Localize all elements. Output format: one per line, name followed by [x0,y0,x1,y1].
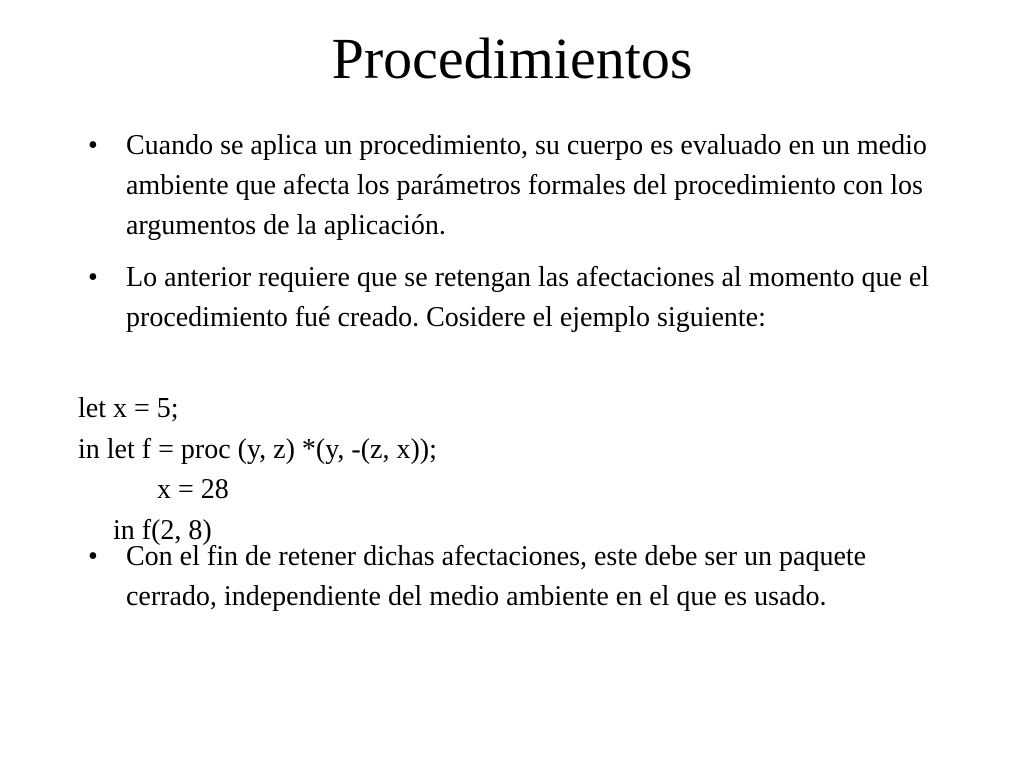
bullet-item-1 [88,126,948,256]
bullet-item-3 [88,537,948,667]
bullet-text-2: Lo anterior requiere que se retengan las afectaciones al momento que el procedimiento fué creado. Cosidere el ejemplo siguiente: [126,262,930,333]
bullet-text-3: Con el fin de retener dichas afectaciones, este debe ser un paquete cerrado, independiente del medio ambiente en el que es usado. [126,541,867,612]
bullet-text-1: Cuando se aplica un procedimiento, su cuerpo es evaluado en un medio ambiente que afecta los parámetros formales del procedimiento con los argumentos de la aplicación. [126,130,927,241]
code-line-3: x = 28 [157,474,229,505]
bullet-icon: • [88,130,98,161]
bullet-icon: • [88,541,98,572]
code-line-4: in f(2, 8) [113,515,212,546]
code-line-2: in let f = proc (y, z) *(y, -(z, x)); [78,434,437,465]
bullet-item-2 [88,258,948,388]
bullet-icon: • [88,262,98,293]
code-line-1: let x = 5; [78,393,179,424]
slide-title: Procedimientos [331,26,693,91]
